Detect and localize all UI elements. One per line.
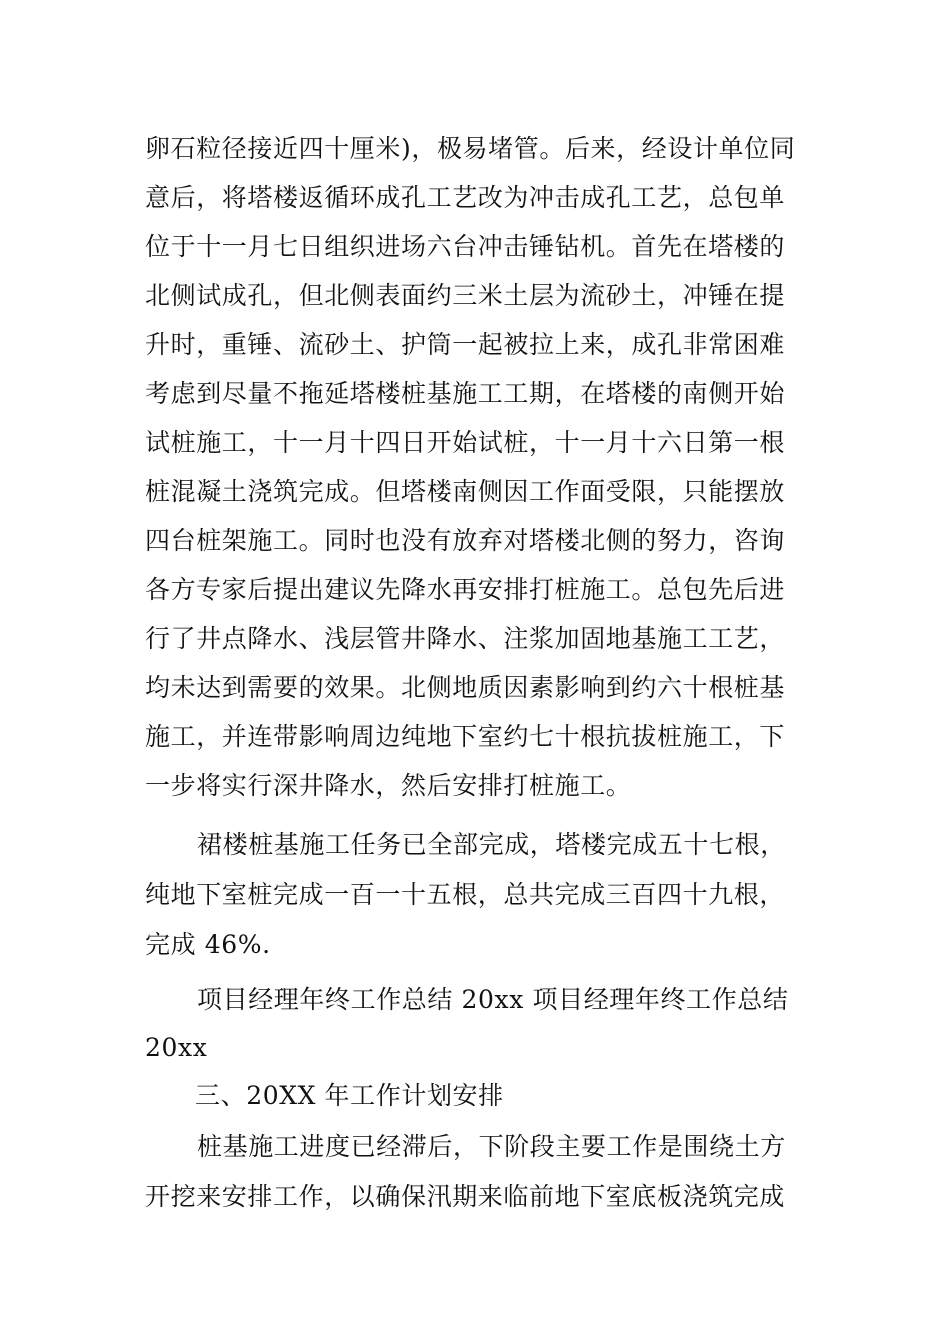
text-line: 项目经理年终工作总结 20xx 项目经理年终工作总结: [197, 985, 789, 1014]
text-line: 桩混凝土浇筑完成。但塔楼南侧因工作面受限，只能摆放: [145, 477, 786, 506]
text-line: 考虑到尽量不拖延塔楼桩基施工工期，在塔楼的南侧开始: [145, 379, 786, 408]
text-line: 升时，重锤、流砂土、护筒一起被拉上来，成孔非常困难: [145, 330, 786, 359]
text-line: 意后，将塔楼返循环成孔工艺改为冲击成孔工艺，总包单: [145, 183, 786, 212]
text-line: 各方专家后提出建议先降水再安排打桩施工。总包先后进: [145, 575, 786, 604]
text-line: 施工，并连带影响周边纯地下室约七十根抗拔桩施工，下: [145, 722, 786, 751]
text-line: 裙楼桩基施工任务已全部完成，塔楼完成五十七根，: [197, 830, 786, 859]
text-line: 纯地下室桩完成一百一十五根，总共完成三百四十九根，: [145, 880, 786, 909]
text-line: 北侧试成孔，但北侧表面约三米土层为流砂土，冲锤在提: [145, 281, 786, 310]
text-line: 开挖来安排工作，以确保汛期来临前地下室底板浇筑完成: [145, 1182, 786, 1211]
text-line: 均未达到需要的效果。北侧地质因素影响到约六十根桩基: [145, 673, 786, 702]
text-line: 试桩施工，十一月十四日开始试桩，十一月十六日第一根: [145, 428, 786, 457]
text-line: 四台桩架施工。同时也没有放弃对塔楼北侧的努力，咨询: [145, 526, 786, 555]
text-line: 卵石粒径接近四十厘米)，极易堵管。后来，经设计单位同: [145, 134, 796, 163]
text-line: 行了井点降水、浅层管井降水、注浆加固地基施工工艺，: [145, 624, 786, 653]
text-line: 位于十一月七日组织进场六台冲击锤钻机。首先在塔楼的: [145, 232, 786, 261]
text-line: 完成 46%.: [145, 930, 271, 959]
section-heading: 三、20XX 年工作计划安排: [195, 1081, 504, 1110]
text-line: 一步将实行深井降水，然后安排打桩施工。: [145, 771, 632, 800]
text-line: 桩基施工进度已经滞后，下阶段主要工作是围绕土方: [197, 1132, 786, 1161]
text-line: 20xx: [145, 1033, 208, 1062]
